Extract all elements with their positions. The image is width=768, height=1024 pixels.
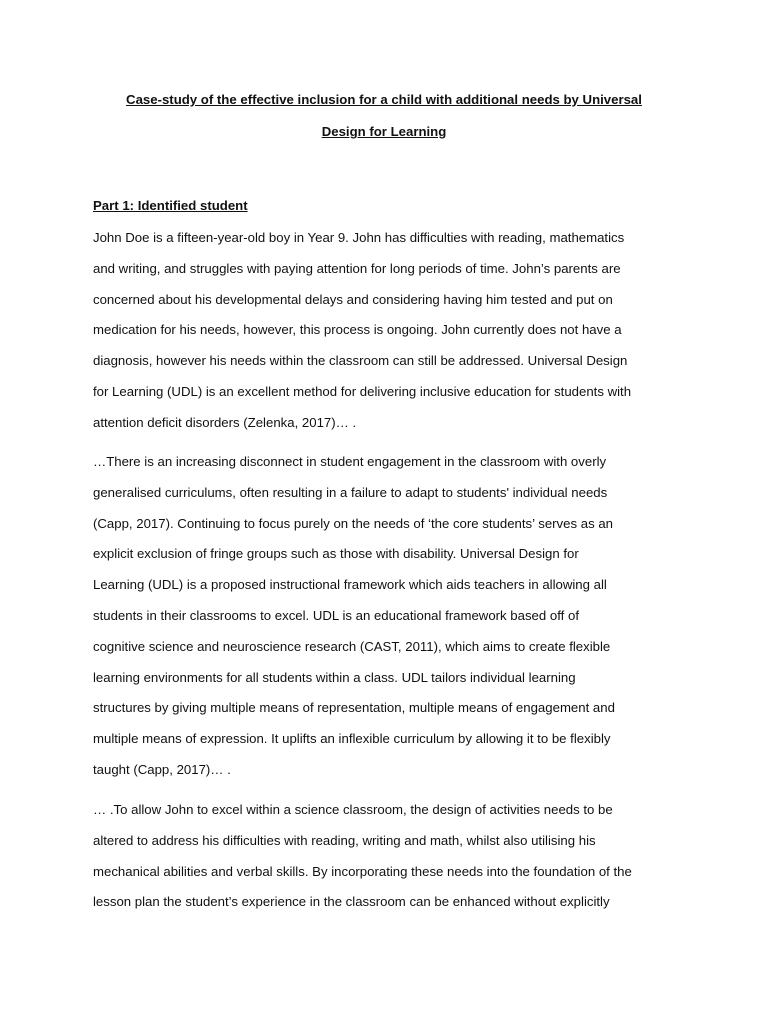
- text-line: lesson plan the student’s experience in the classroom can be enhanced without explicitly: [93, 894, 610, 910]
- text-line: medication for his needs, however, this process is ongoing. John currently does not have a: [93, 322, 622, 338]
- paragraph: [93, 798, 693, 921]
- text-line: structures by giving multiple means of representation, multiple means of engagement and: [93, 700, 615, 716]
- text-line: Learning (UDL) is a proposed instructional framework which aids teachers in allowing all: [93, 577, 607, 593]
- text-line: taught (Capp, 2017)… .: [93, 761, 231, 777]
- text-line: …There is an increasing disconnect in student engagement in the classroom with overly: [93, 454, 607, 469]
- text-line: explicit exclusion of fringe groups such as those with disability. Universal Design for: [93, 546, 579, 562]
- document-title: [93, 84, 675, 148]
- paragraph: [93, 226, 693, 442]
- text-line: cognitive science and neuroscience research (CAST, 2011), which aims to create flexible: [93, 638, 611, 654]
- text-line: mechanical abilities and verbal skills. By incorporating these needs into the foundation of the: [93, 863, 632, 879]
- text-line: diagnosis, however his needs within the classroom can still be addressed. Universal Design: [93, 353, 628, 369]
- paragraph: [93, 450, 693, 789]
- text-line: (Capp, 2017). Continuing to focus purely on the needs of ‘the core students’ serves as an: [93, 515, 613, 531]
- text-line: concerned about his developmental delays and considering having him tested and put on: [93, 291, 613, 307]
- text-line: generalised curriculums, often resulting in a failure to adapt to students' individual needs: [93, 484, 608, 500]
- text-line: for Learning (UDL) is an excellent method for delivering inclusive education for students with: [93, 383, 632, 399]
- text-line: … .To allow John to excel within a science classroom, the design of activities needs to be: [93, 802, 613, 817]
- text-line: students in their classrooms to excel. UDL is an educational framework based off of: [93, 607, 579, 623]
- text-line: John Doe is a fifteen-year-old boy in Year 9. John has difficulties with reading, mathematics: [93, 230, 625, 245]
- text-line: multiple means of expression. It uplifts an inflexible curriculum by allowing it to be flexibly: [93, 731, 611, 747]
- text-line: and writing, and struggles with paying attention for long periods of time. John’s parents are: [93, 260, 621, 276]
- text-line: attention deficit disorders (Zelenka, 2017)… .: [93, 414, 357, 430]
- title-line: Case-study of the effective inclusion for a child with additional needs by Universal: [126, 92, 642, 107]
- text-line: altered to address his difficulties with reading, writing and math, whilst also utilising his: [93, 832, 596, 848]
- title-line: Design for Learning: [321, 124, 447, 139]
- section-heading: Part 1: Identified student: [93, 198, 248, 213]
- text-line: learning environments for all students within a class. UDL tailors individual learning: [93, 669, 576, 685]
